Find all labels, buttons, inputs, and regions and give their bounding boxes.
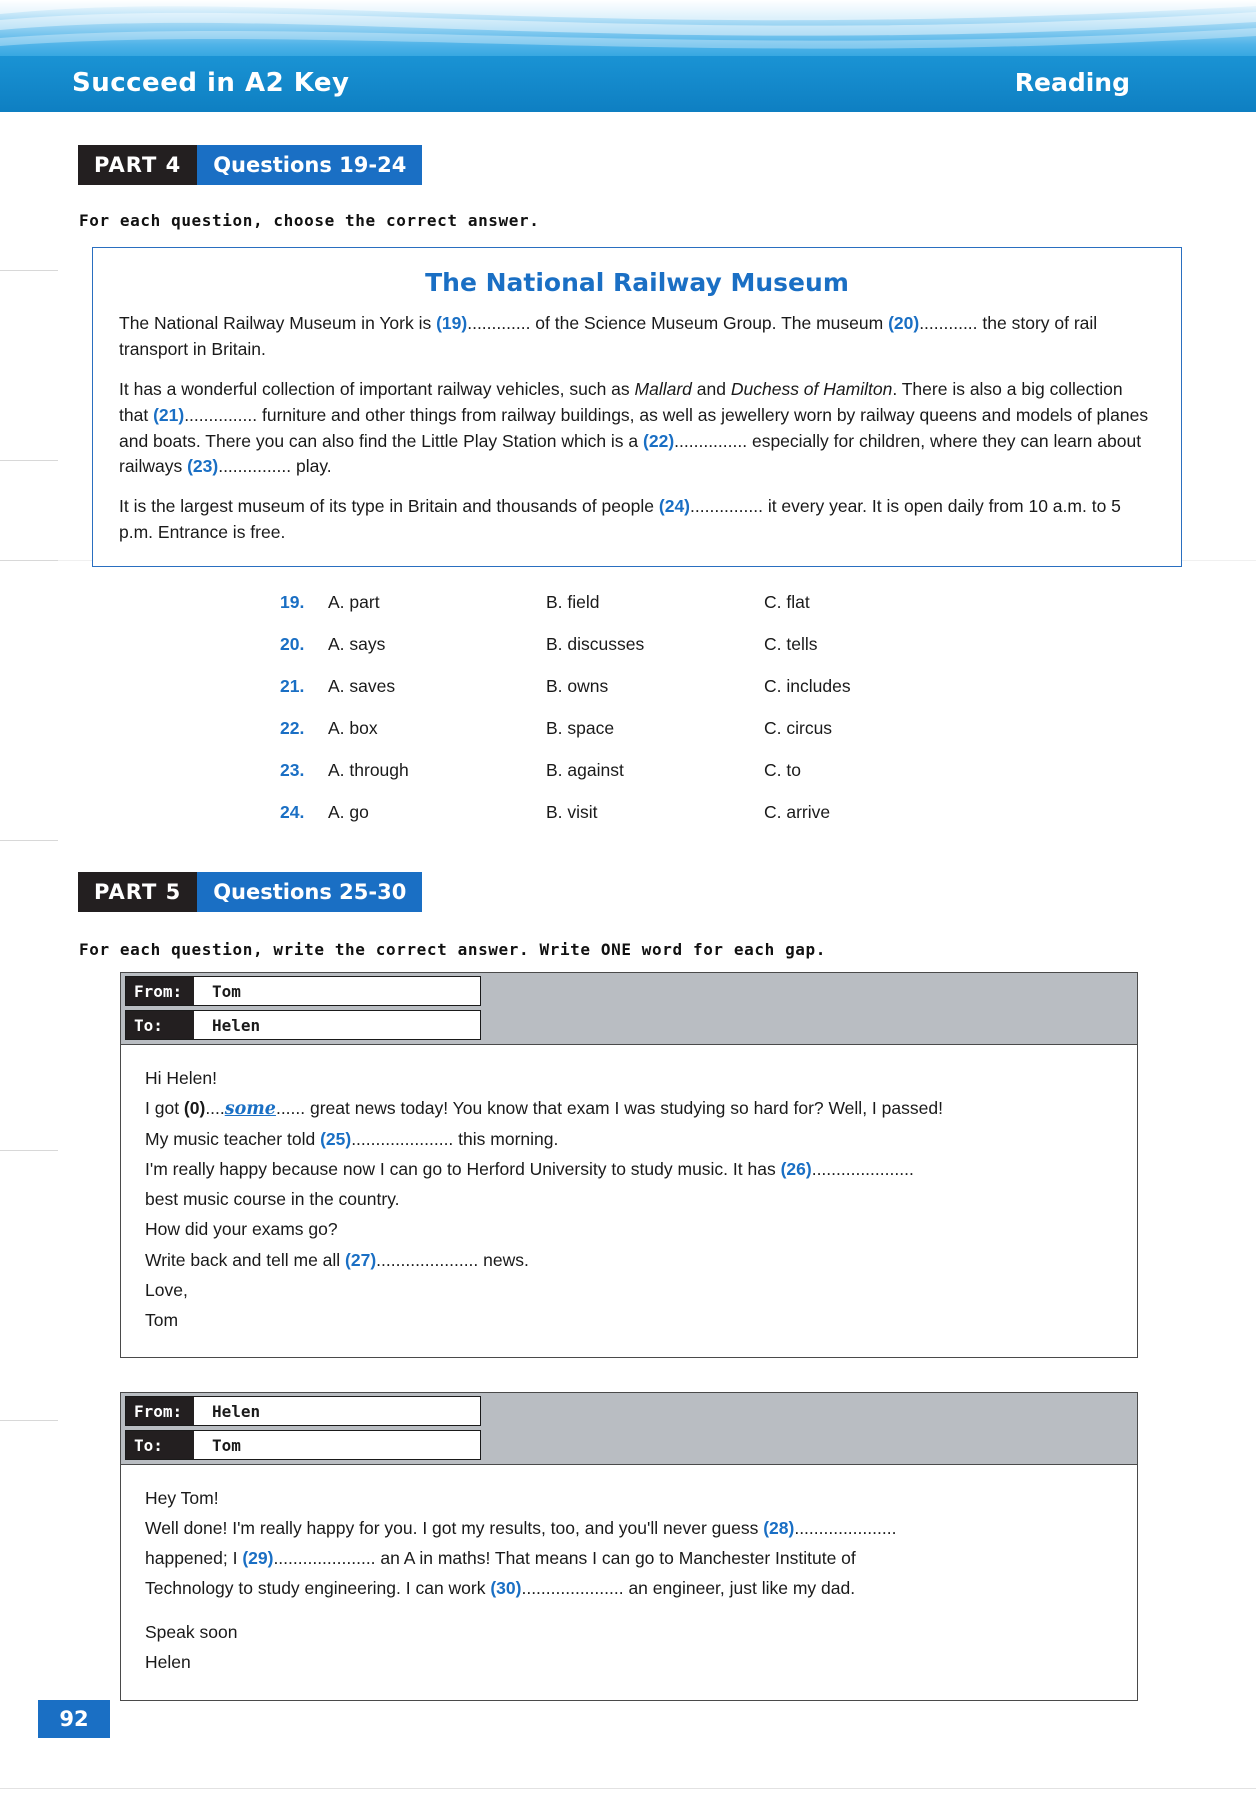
email1-to-label: To: [126,1011,194,1039]
page-edge-mark [0,560,58,561]
part5-instruction: For each question, write the correct answer. Write ONE word for each gap. [79,940,826,959]
reading-passage-box [92,247,1182,567]
part4-questions-label: Questions 19-24 [197,145,422,185]
email2-line: Well done! I'm really happy for you. I got my results, too, and you'll never guess (28)..................... [145,1518,897,1539]
option-row [280,760,1000,802]
question-number: 20. [280,634,305,654]
page-edge-mark [0,1420,58,1421]
option-c[interactable]: C. includes [764,676,851,696]
question-number: 21. [280,676,305,696]
email1-line: Hi Helen! [145,1068,217,1088]
passage-title: The National Railway Museum [425,268,849,297]
option-b[interactable]: B. against [546,760,624,780]
option-row [280,592,1000,634]
email2-to-label: To: [126,1431,194,1459]
email1-body [121,1045,1137,1357]
part5-questions-label: Questions 25-30 [197,872,422,912]
option-a[interactable]: A. through [328,760,409,780]
option-c[interactable]: C. circus [764,718,833,738]
email2-from-field[interactable] [125,1396,481,1426]
question-number: 23. [280,760,305,780]
section-title: Reading [1014,68,1130,97]
question-number: 24. [280,802,305,822]
email2-line: happened; I (29)..................... an A in maths! That means I can go to Manchester Institute of [145,1548,856,1569]
email1-line: Tom [145,1309,179,1330]
email1-from-field[interactable] [125,976,481,1006]
option-c[interactable]: C. to [764,760,801,780]
option-c[interactable]: C. flat [764,592,810,612]
email2-body [121,1465,1137,1700]
option-c[interactable]: C. arrive [764,802,831,822]
page-edge-mark [0,270,58,271]
option-b[interactable]: B. field [546,592,600,612]
page-number: 92 [38,1700,110,1738]
footer-rule [0,1788,1256,1789]
option-row [280,676,1000,718]
question-number: 22. [280,718,305,738]
email1-line: best music course in the country. [145,1189,400,1210]
part4-instruction: For each question, choose the correct answer. [79,211,540,230]
option-c[interactable]: C. tells [764,634,818,654]
email-card-1 [120,972,1138,1358]
email1-line: I'm really happy because now I can go to Herford University to study music. It has (26)..................... [145,1159,914,1180]
part4-tab-label: PART 4 [78,145,197,185]
part4-header [78,145,422,185]
email1-header [121,973,1137,1045]
option-a[interactable]: A. go [328,802,369,822]
passage-paragraph-2: It has a wonderful collection of important railway vehicles, such as Mallard and Duchess of Hamilton. There is also a big collection that (21)............... furniture and other things from railway buildings, as well as jewellery worn by railway queens and models of planes and boats. There you can also find the Little Play Station which is a (22)............... especially for children, where they can learn about railways (23)............... play. [119,378,1149,477]
passage-paragraph-1: The National Railway Museum in York is (19)............. of the Science Museum Group. The museum (20)............ the story of rail transport in Britain. [119,313,1098,359]
email2-line: Hey Tom! [145,1488,219,1508]
option-a[interactable]: A. says [328,634,386,654]
example-answer: some [224,1099,276,1120]
option-b[interactable]: B. discusses [546,634,645,654]
page-header-banner [0,0,1256,112]
option-a[interactable]: A. box [328,718,378,738]
option-row [280,634,1000,676]
page-edge-mark [0,840,58,841]
email1-to-field[interactable] [125,1010,481,1040]
multiple-choice-options [280,592,1000,844]
email1-line: How did your exams go? [145,1219,338,1240]
email1-from-label: From: [126,977,194,1005]
option-b[interactable]: B. space [546,718,615,738]
email1-to-value: Helen [212,1015,261,1035]
part5-tab-label: PART 5 [78,872,197,912]
email1-line-with-example: I got (0)....some...... great news today! You know that exam I was studying so hard for? Well, I passed! [145,1098,943,1120]
email2-to-value: Tom [212,1435,241,1455]
email2-to-field[interactable] [125,1430,481,1460]
email1-line: My music teacher told (25)..................... this morning. [145,1129,559,1150]
page-edge-mark [0,460,58,461]
option-b[interactable]: B. visit [546,802,598,822]
option-a[interactable]: A. saves [328,676,396,696]
option-row [280,718,1000,760]
email2-line: Helen [145,1652,191,1673]
question-number: 19. [280,592,305,612]
email1-from-value: Tom [212,981,241,1001]
email2-line: Technology to study engineering. I can work (30)..................... an engineer, just like my dad. [145,1578,856,1599]
email2-from-label: From: [126,1397,194,1425]
book-title: Succeed in A2 Key [72,68,350,98]
email2-header [121,1393,1137,1465]
page-edge-mark [0,1150,58,1151]
part5-header [78,872,422,912]
email-card-2 [120,1392,1138,1701]
option-row [280,802,1000,844]
option-a[interactable]: A. part [328,592,380,612]
email2-from-value: Helen [212,1401,261,1421]
email1-line: Write back and tell me all (27)..................... news. [145,1249,529,1270]
option-b[interactable]: B. owns [546,676,609,696]
passage-paragraph-3: It is the largest museum of its type in Britain and thousands of people (24)............... it every year. It is open daily from 10 a.m. to 5 p.m. Entrance is free. [119,496,1121,543]
email1-line: Love, [145,1279,188,1300]
email2-line: Speak soon [145,1622,238,1643]
